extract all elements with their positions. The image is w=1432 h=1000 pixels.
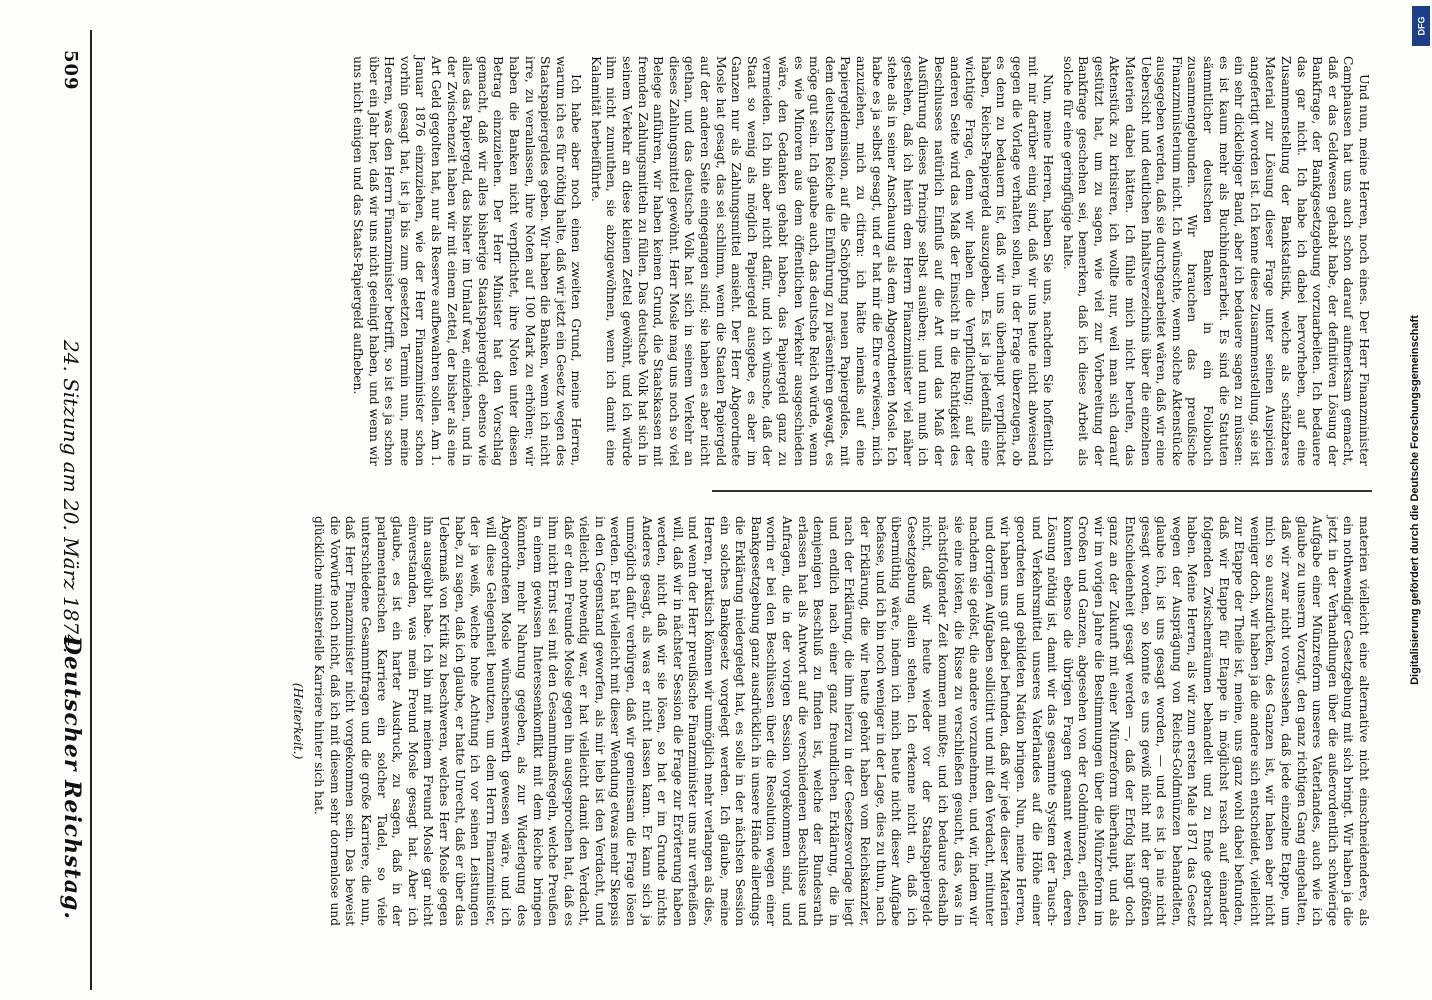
dfg-logo: DFG: [1412, 6, 1430, 46]
left-column: [290, 516, 1372, 926]
journal-title: Deutscher Reichstag.: [59, 635, 85, 920]
credit-text: Digitalisierung gefördert durch die Deutsche Forschungsgemeinschaft: [1409, 315, 1421, 685]
paragraph: Und nun, meine Herren, noch eines. Der Herr Finanzminister Camphausen hat uns auch schon darauf aufmerksam gemacht, daß er das Geldwesen gehabt habe, der definitiven Lösung der Bankfrage, der Bankgesetzgebung vorzuarbeiten. Ich bedauere das gar nicht. Ich habe ich dabei hervorheben, auf eine Zusammenstellung der Bankstatistik, welche als schätzbares Material zur Lösung dieser Frage unter seinen Auspicien angefertigt worden ist. Ich kenne diese Zusammenstellung, sie ist ein sehr dickleibiger Band, aber ich bedauere sagen zu müssen: es ist kaum mehr als Buchbinderarbeit. Es sind die Statuten sämmtlicher deutschen Banken in ein Foliobuch zusammengebunden. Wir brauchen das preußische Finanzministerium nicht. Ich wünschte, wenn solche Aktenstücke ausgegeben werden, daß sie durchgearbeitet wären, daß wir eine Uebersicht und deutlichen Inhaltsverzeichnis über die einzelnen Materien dabei hätten. Ich fühle mich nicht berufen, das Aktenstück zu kritisiren, ich wollte nur, weil man sich darauf gestützt hat, um zu sagen, wie viel zur Vorbereitung der Bankfrage geschehen sei, bemerken, daß ich diese Arbeit als solche für eine geringfügige halte.: [1060, 56, 1372, 466]
heiterkeit-note: (Heiterkeit.): [290, 682, 306, 760]
paragraph: materien vielleicht eine alternative nicht einschneidendere, als ein nothwendiger Gesetzgebung mit sich bringt. Wir haben ja die jetzt in der Verhandlungen über die außerordentlich schwierige Aufgabe einer Münzreform unseres Vaterlandes, auch wie ich glaube zu unserm Vorzugt, den ganz richtigen Gang eingehalten, daß wir zwar nicht voraussehen, daß jede einzelne Etappe, um mich so auszudrücken, des Ganzen ist, wir haben aber nicht weniger doch, wir haben ja die andere sich entscheidet, vielleicht zur Etappe der Theile ist, meine, uns ganz wohl dabei befunden, daß wir Etappe für Etappe in möglichst rasch auf einander folgenden Zwischenräumen behandelt und zu Ende gebracht haben. Meine Herren, als wir zum ersten Male 1871 das Gesetz wegen der Ausprägung von Reichs-Goldmünzen behandelten, glaube ich, ist uns gesagt worden, — und es ist ja nie nicht gesagt worden, so konnte es uns gewiß nicht mit der größten Entschiedenheit gesagt werden —, daß der Erfolg hängt doch ganz an der Zukunft mit einer Münzreform überhaupt, und als wir im vorigen Jahre die Bestimmungen über die Münzreform im Großen und Ganzen, abgesehen von der Goldmünzen, erließen, konnten ebenso die übrigen Fragen genannt werden, deren Lösung nöthig ist, damit wir das gesammte System der Tausch- und Verkehrsmittel unseres Vaterlandes auf die Höhe einer geordneten und gebildeten Nation bringen. Nun, meine Herren, wir haben uns gut dabei befunden, daß wir jede dieser Materien und dorrigen Aufgaben sollicitirt und mit den Verdacht, mitunter nachdem sie gelöst, die andere vorzunehmen, und wir, indem wir sie eine lösten, die Risse zu verschließen gesucht, das, was in nächstfolgender Zeit kommen mußte; und ich bedaure deshalb nicht, daß wir heute wieder vor der Staatspapiergeld-Gesetzgebung allein stehen. Ich erkenne nicht an, daß ich übermüthig wäre, indem ich mich heute nicht dieser Aufgabe befasse, und ich bin noch weniger in der Lage, dies zu thun, nach der Erklärung, die wir heute gehört haben vom Reichskanzler, nach der Erklärung, die ihm hierzu in der Gesetzesvorlage liegt und endlich nach einer ganz freundlichen Erklärung, die in demjenigen Beschluß zu finden ist, welche der Bundesrath erlassen hat als Antwort auf die verschiedenen Beschlüsse und Anfragen, die in der vorigen Session vorgekommen sind, und worin er bei den Beschlüssen über die Resolution wegen einer Bankgesetzgebung ganz ausdrücklich in unsere Hände allerdings die Erklärung niedergelegt hat, es solle in der nächsten Session ein solches Bankgesetz vorgelegt werden. Ich glaube, meine Herren, praktisch können wir unmöglich mehr verlangen als dies, und wenn der Herr preußische Finanzminister uns nur verheißen will, daß wir in nächster Session die Frage zur Erörterung haben werden, nicht daß wir sie lösen, so hat er im Grunde nichts Anderes gesagt, als was er nicht lassen kann. Er kann sich ja unmöglich dafür verbürgen, daß wir gemeinsam die Frage lösen werden. Er hat vielleicht mit dieser Wendung etwas mehr Skepsis in den Gegenstand geworfen, als mir lieb ist den Verdacht, und vielleicht notwendig war, er hat vielleicht damit den Verdacht, daß er dem Freunde Mosle gegen ihn ausgesprochen hat, daß es ihm nicht Ernst sei mit den Gesammtmaßregeln, welche Preußen in einem gewissen Interessenkonflikt mit dem Reiche bringen könnten, mehr Nahrung gegeben, als zur Widerlegung des Abgeordneten Mosle wünschenswerth gewesen wäre, und ich will diese Gelegenheit benutzen, um dem Herrn Finanzminister, der ja weiß, welche hohe Achtung ich vor seinen Leistungen habe, zu sagen, daß ich glaube, er hatte Unrecht, daß er über das Uebermaß von Kritik zu beschweren, welches Herr Mosle gegen ihn ausgeübt habe. Ich bin mit meinem Freund Mosle gar nicht einverstanden, was mein Freund Mosle gesagt hat. Aber ich glaube, es ist ein harter Ausdruck, zu sagen, daß in der parlamentarischen Karriere ein solcher Tadel, so viele unterschiedene Gesammtfragen und die große Karriere, die nun, daß Herr Finanzminister nicht vorgekommen sein. Das beweist die Vorwürfe noch nicht, daß ich mit diesem sehr dornenlose und glückliche ministerielle Karriere hinter sich hat.: [312, 516, 1372, 926]
running-head: [53, 40, 87, 980]
page-number: 509: [60, 50, 81, 91]
right-column: [351, 56, 1372, 466]
paragraph: Nun, meine Herren, haben Sie uns, nachdem Sie hoffentlich mit mir darüber einig sind, daß wir uns heute nicht abweisend gegen die Vorlage verhalten sollen, in der Frage überzeugen, ob es denn zu bedauern ist, daß wir uns überhaupt verpflichtet haben, Reichs-Papiergeld auszugeben. Es ist ja jedenfalls eine wichtige Frage, denn wir haben die Verpflichtung; auf der anderen Seite wird das Maß der Einsicht in die Richtigkeit des Beschlusses natürlich Einfluß auf die Art und das Maß der Ausführung dieses Princips selbst ausüben; und nun muß ich gestehen, daß ich hierin dem Herrn Finanzminister viel näher stehe als in seiner Anschauung als dem Abgeordneten Mosle. Ich habe es ja selbst gesagt, und er hat mir die Ehre erwiesen, mich anzuziehen, mich zu citiren: ich hätte niemals auf eine Papiergeldemission, auf die Schöpfung neuen Papiergeldes, mit dem deutschen Reiche die Einführung zu präsentiren gewagt, es möge gut sein. Ich glaube auch, das deutsche Reich würde, wenn es wie Minoren aus dem öffentlichen Verkehr ausgeschieden wäre, den Gedanken gehabt haben, das Papiergeld ganz zu vermeiden. Ich bin aber nicht dafür, und ich wünsche, daß der Staat so wenig als möglich Papiergeld ausgebe, es aber im Ganzen nur als Zahlungsmittel ansieht. Der Herr Abgeordnete Mosle hat gesagt, das sei schlimm, wenn die Staaten Papiergeld auf der anderen Seite eingegangen sind; sie haben es aber nicht gethan, und das deutsche Volk hat sich in seinem Verkehr an dieses Zahlungsmittel gewöhnt. Herr Mosle mag uns noch so viel Belege anführen, wir haben keinen Grund, die Staatskassen mit fremden Zahlungsmitteln zu füllen. Das deutsche Volk hat sich in seinem Verkehr an diese kleinen Zettel gewöhnt, und ich würde ihm nicht zumuthen, sie abzugewöhnen, wenn ich damit eine Kalamität herbeiführte.: [588, 56, 1057, 466]
header-rule: [90, 30, 92, 990]
column-divider: [712, 490, 1372, 492]
session-title: 24. Sitzung am 20. März 1874.: [59, 340, 83, 654]
digitization-credit: [1398, 0, 1432, 1000]
paragraph: Ich habe aber noch einen zweiten Grund, meine Herren, warum ich es für nöthig halte, daß wir jetzt ein Gesetz wegen des Staatspapiergeldes geben. Wir haben die Banken, wenn ich nicht irre, zu veranlassen, ihre Noten auf 100 Mark zu erhöhen; wir haben die Banken nicht verpflichtet, ihre Noten unter diesen Betrag einzuziehen. Der Herr Minister hat den Vorschlag gemacht, daß wir alles bisherige Staatspapiergeld, ebenso wie alles das Papiergeld, das bisher im Umlauf war, einziehen, und in der Zwischenzeit haben wir mit einem Zettel, der bisher als eine Art Geld gegolten hat, nur als Reserve aufbewahren sollen. Am 1. Januar 1876 einzuziehen, wie der Herr Finanzminister schon vorhin gesagt hat, ist ja bis zum gesetzten Termin nun, meine Herren, was den Herrn Finanzminister betrifft, so ist es ja schon über ein Jahr her, daß wir uns nicht geeinigt haben, und wenn wir uns nicht einigen und das Staats-Papiergeld aufheben.: [351, 56, 585, 466]
